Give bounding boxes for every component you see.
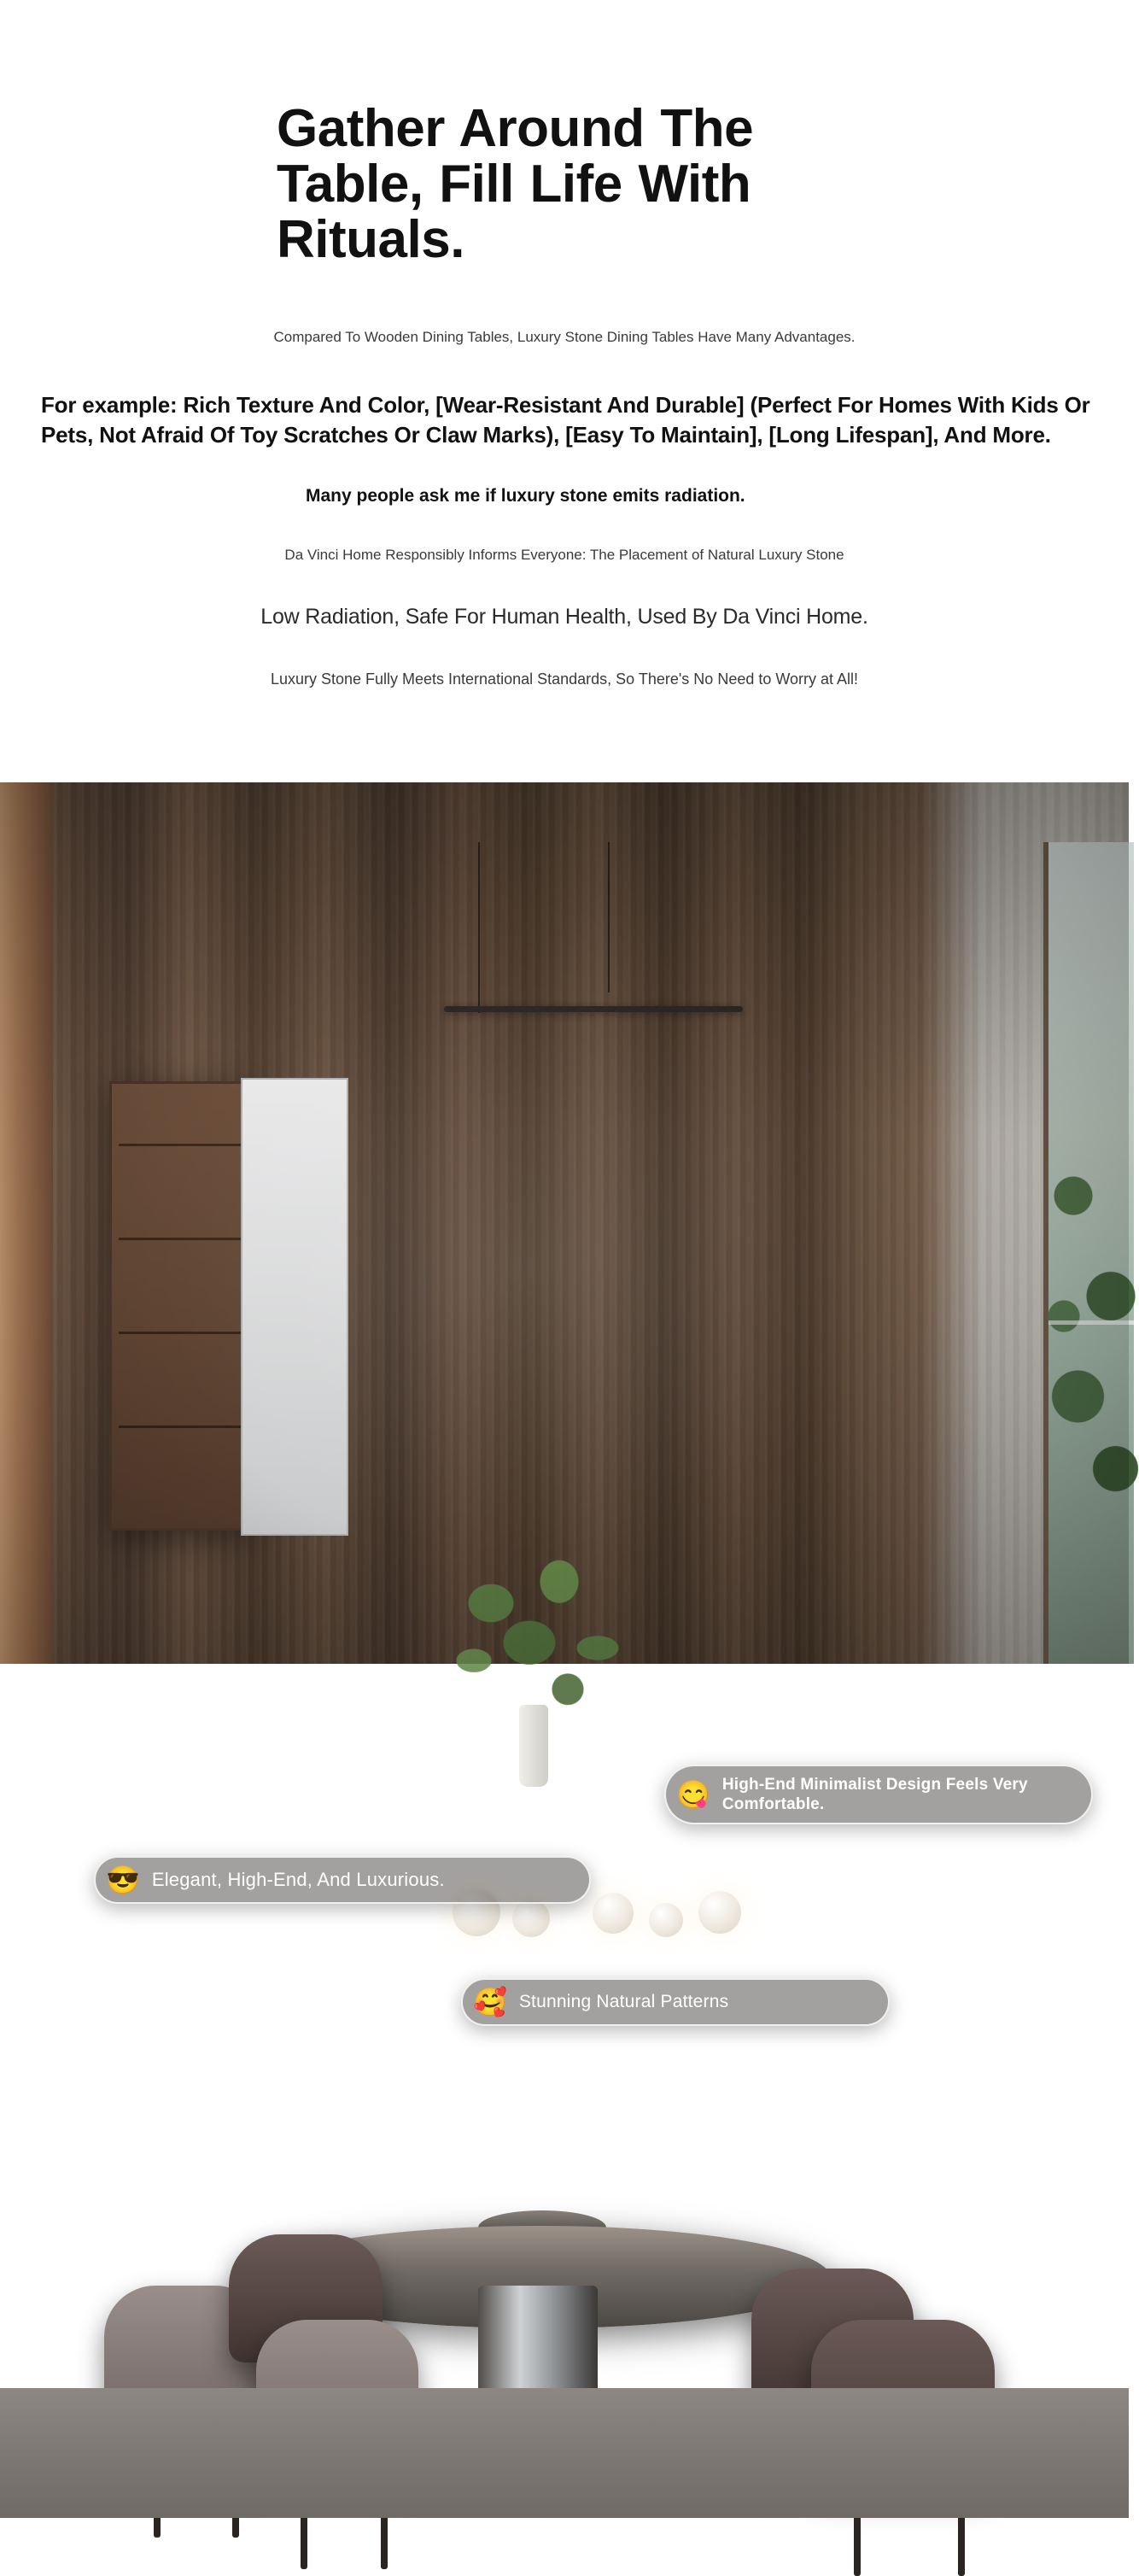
closing-statement: Luxury Stone Fully Meets International Standards, So There's No Need to Worry at All! — [270, 670, 859, 688]
radiation-question: Many people ask me if luxury stone emits radiation. — [306, 486, 745, 506]
display-cabinet — [109, 1081, 251, 1531]
vase — [519, 1705, 548, 1787]
callout-bubble — [94, 1856, 591, 1904]
potted-plant — [427, 1549, 640, 1729]
lamp-bulb — [593, 1893, 634, 1934]
lamp-bulb — [649, 1903, 683, 1937]
lamp-wire-left — [478, 842, 480, 1013]
foliage — [1045, 1115, 1139, 1517]
callout-bubble — [664, 1765, 1093, 1824]
balcony-rail — [1048, 1320, 1134, 1325]
benefits-paragraph: For example: Rich Texture And Color, [Wear-Resistant And Durable] (Perfect For Homes With Kids Or Pets, Not Afraid Of Toy Scratches Or Claw Marks), [Easy To Maintain], [Long Lifespan], And More. — [41, 392, 1090, 448]
article-text-section — [0, 0, 1129, 723]
yum-emoji-icon: 😋 — [676, 1778, 710, 1810]
page-title: Gather Around The Table, Fill Life With Rituals. — [277, 99, 754, 270]
brand-note: Da Vinci Home Responsibly Informs Everyone: The Placement of Natural Luxury Stone — [284, 546, 844, 563]
intro-subline: Compared To Wooden Dining Tables, Luxury Stone Dining Tables Have Many Advantages. — [273, 329, 856, 346]
cabinet-door — [241, 1078, 348, 1536]
lamp-bulb — [512, 1900, 550, 1937]
callout-bubble-text: High-End Minimalist Design Feels Very Comfortable. — [721, 1775, 1028, 1813]
window — [1043, 842, 1134, 1664]
sunglasses-emoji-icon: 😎 — [106, 1864, 140, 1895]
callout-bubble-text: Elegant, High-End, And Luxurious. — [151, 1868, 445, 1890]
safety-claim: Low Radiation, Safe For Human Health, Used By Da Vinci Home. — [260, 604, 868, 629]
curtain — [0, 782, 53, 1664]
smiling-hearts-emoji-icon: 🥰 — [473, 1986, 507, 2017]
lamp-wire-right — [608, 842, 610, 992]
floor — [0, 2388, 1129, 2518]
callout-bubble-text: Stunning Natural Patterns — [518, 1991, 729, 2011]
callout-bubble — [461, 1978, 890, 2026]
lamp-bulb — [698, 1891, 741, 1934]
dining-room-photo — [0, 782, 1129, 2017]
pendant-lamp-bar — [444, 1006, 743, 1012]
